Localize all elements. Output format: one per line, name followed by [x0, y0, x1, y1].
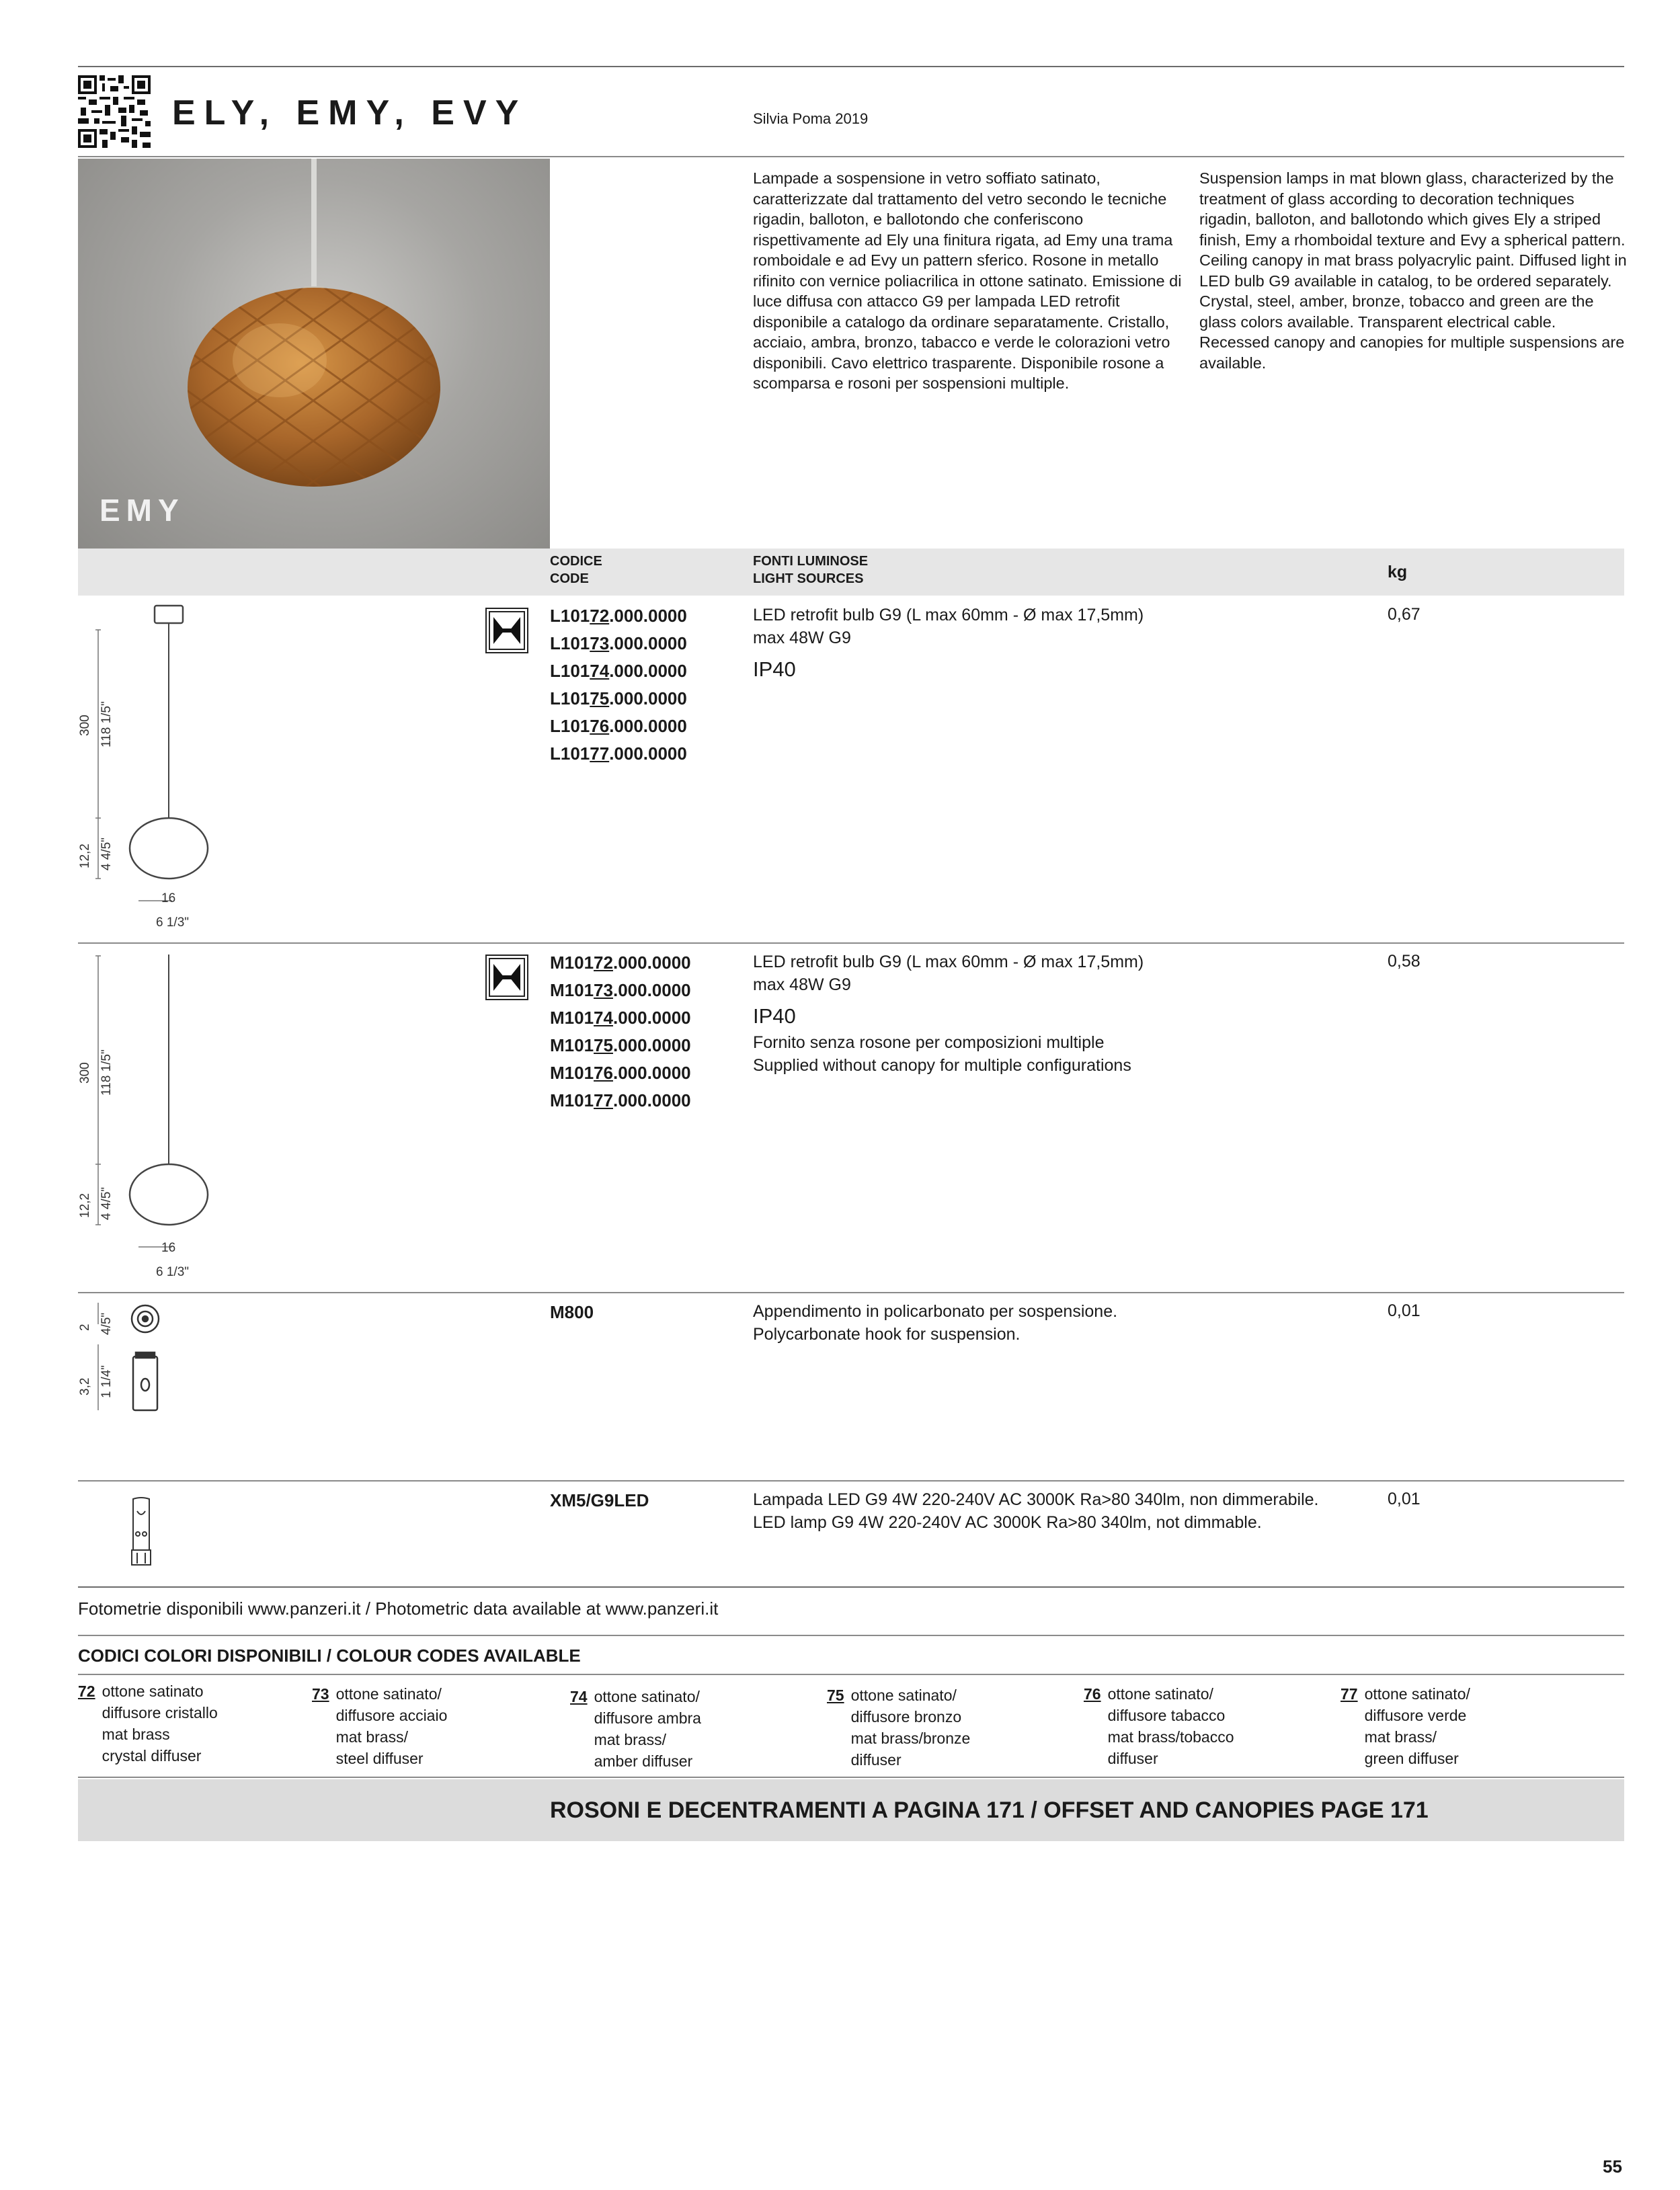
photo-label: EMY: [99, 493, 185, 528]
product-code: XM5/G9LED: [550, 1490, 649, 1510]
dim-hook-b-cm: 3,2: [78, 1377, 92, 1395]
dim-width-cm: 16: [161, 1241, 176, 1255]
weight-m: 0,58: [1388, 952, 1421, 971]
code-list-l: [550, 602, 687, 768]
page-title: ELY, EMY, EVY: [172, 93, 528, 132]
product-code: M800: [550, 1302, 594, 1322]
canopies-reference-text: ROSONI E DECENTRAMENTI A PAGINA 171 / OFFSET AND CANOPIES PAGE 171: [550, 1797, 1429, 1823]
product-code: M10173.000.0000: [550, 980, 691, 1000]
light-source-l: LED retrofit bulb G9 (L max 60mm - Ø max 17,5mm) max 48W G9 IP40: [753, 604, 1144, 684]
product-code: L10175.000.0000: [550, 688, 687, 708]
double-insulation-icon: [485, 608, 528, 653]
colour-code-item: 73 ottone satinato/ diffusore acciaio mat brass/ steel diffuser: [312, 1685, 448, 1767]
colour-code-item: 76 ottone satinato/ diffusore tabacco mat brass/tobacco diffuser: [1084, 1685, 1234, 1767]
page-number: 55: [1603, 2156, 1622, 2177]
colour-code-item: 77 ottone satinato/ diffusore verde mat brass/ green diffuser: [1341, 1685, 1470, 1767]
designer-credit: Silvia Poma 2019: [753, 110, 869, 127]
header-code: CODICE CODE: [550, 554, 602, 586]
dim-hook-b-in: 1 1/4": [99, 1365, 114, 1398]
section-rule: [78, 1777, 1624, 1778]
product-photo: [78, 159, 550, 549]
header-weight: kg: [1388, 563, 1408, 581]
description-english: Suspension lamps in mat blown glass, characterized by the treatment of glass according to decoration techniques rigadin, balloton, and ballotondo which gives Ely a striped finish, Emy a rhomboidal texture and Evy a spherical pattern. Ceiling canopy in mat brass polyacrylic paint. Diffused light in LED bulb G9 available in catalog, to be ordered separately. Crystal, steel, amber, bronze, tobacco and green are the glass colors available. Transparent electrical cable. Recessed canopy and canopies for multiple suspensions are available.: [1199, 169, 1627, 372]
product-code: M10176.000.0000: [550, 1063, 691, 1083]
pendant-without-canopy-drawing: [78, 948, 233, 1284]
product-code: M10177.000.0000: [550, 1090, 691, 1110]
ip-rating: IP40: [753, 1004, 796, 1028]
header-rule: [78, 156, 1624, 157]
product-code: L10177.000.0000: [550, 743, 687, 764]
dim-height-cm: 300: [78, 1062, 92, 1084]
colour-code-item: 74 ottone satinato/ diffusore ambra mat brass/ amber diffuser: [570, 1688, 701, 1770]
dim-height-cm: 300: [78, 715, 92, 736]
emy-lamp-image: [78, 159, 550, 549]
row-divider: [78, 1292, 1624, 1293]
dim-diffuser-in: 4 4/5": [99, 1186, 114, 1220]
colour-code-item: 72 ottone satinato diffusore cristallo mat brass crystal diffuser: [78, 1682, 218, 1765]
colour-code-item: 75 ottone satinato/ diffusore bronzo mat brass/bronze diffuser: [827, 1687, 971, 1769]
ip-rating: IP40: [753, 657, 796, 681]
g9-bulb-drawing: [121, 1496, 161, 1570]
hook-drawing: [78, 1296, 212, 1417]
product-code: L10174.000.0000: [550, 661, 687, 681]
code-list-m: [550, 949, 691, 1114]
dim-height-in: 118 1/5": [99, 701, 114, 747]
dim-hook-a-cm: 2: [78, 1324, 92, 1331]
dim-width-in: 6 1/3": [156, 916, 190, 930]
product-code: L10172.000.0000: [550, 606, 687, 626]
product-code: M10174.000.0000: [550, 1008, 691, 1028]
row-divider: [78, 1480, 1624, 1482]
product-code: L10173.000.0000: [550, 633, 687, 653]
section-rule: [78, 1635, 1624, 1636]
product-code: M10172.000.0000: [550, 952, 691, 973]
product-code: L10176.000.0000: [550, 716, 687, 736]
row-divider: [78, 942, 1624, 944]
pendant-with-canopy-drawing: [78, 602, 233, 938]
section-rule: [78, 1674, 1624, 1675]
weight-m800: 0,01: [1388, 1301, 1421, 1320]
dim-diffuser-cm: 12,2: [78, 844, 92, 868]
weight-l: 0,67: [1388, 605, 1421, 624]
dim-hook-a-in: 4/5": [99, 1312, 114, 1335]
header-light-sources: FONTI LUMINOSE LIGHT SOURCES: [753, 554, 869, 586]
dim-height-in: 118 1/5": [99, 1049, 114, 1096]
colour-codes-title: CODICI COLORI DISPONIBILI / COLOUR CODES AVAILABLE: [78, 1646, 581, 1666]
description-italian: Lampade a sospensione in vetro soffiato satinato, caratterizzate dal trattamento del vetro secondo le tecniche rigadin, balloton, e ballotondo che conferiscono rispettivamente ad Ely una finitura rigata, ad Emy una trama romboidale e ad Evy un pattern sferico. Rosone in metallo rifinito con vernice poliacrilica in ottone satinato. Emissione di luce diffusa con attacco G9 per lampada LED retrofit disponibile a catalogo da ordinare separatamente. Cristallo, acciaio, ambra, bronzo, tabacco e verde le colorazioni vetro disponibili. Cavo elettrico trasparente. Disponibile rosone a scomparsa e rosoni per sospensioni multiple.: [753, 169, 1182, 392]
double-insulation-icon: [485, 955, 528, 1000]
dim-diffuser-cm: 12,2: [78, 1193, 92, 1218]
dim-diffuser-in: 4 4/5": [99, 837, 114, 870]
top-rule: [78, 66, 1624, 67]
row-divider: [78, 1586, 1624, 1588]
hook-description: Appendimento in policarbonato per sospensione. Polycarbonate hook for suspension.: [753, 1302, 1118, 1344]
product-code: M10175.000.0000: [550, 1035, 691, 1055]
dim-width-cm: 16: [161, 891, 176, 905]
photometric-note: Fotometrie disponibili www.panzeri.it / Photometric data available at www.panzeri.it: [78, 1598, 719, 1619]
weight-bulb: 0,01: [1388, 1490, 1421, 1508]
dim-width-in: 6 1/3": [156, 1265, 190, 1279]
light-source-m: LED retrofit bulb G9 (L max 60mm - Ø max 17,5mm) max 48W G9 IP40 Fornito senza rosone per composizioni multiple Supplied without canopy for multiple configurations: [753, 952, 1144, 1075]
bulb-description: Lampada LED G9 4W 220-240V AC 3000K Ra>80 340lm, non dimmerabile. LED lamp G9 4W 220-240V AC 3000K Ra>80 340lm, not dimmable.: [753, 1490, 1319, 1532]
qr-code-icon: [78, 75, 151, 148]
